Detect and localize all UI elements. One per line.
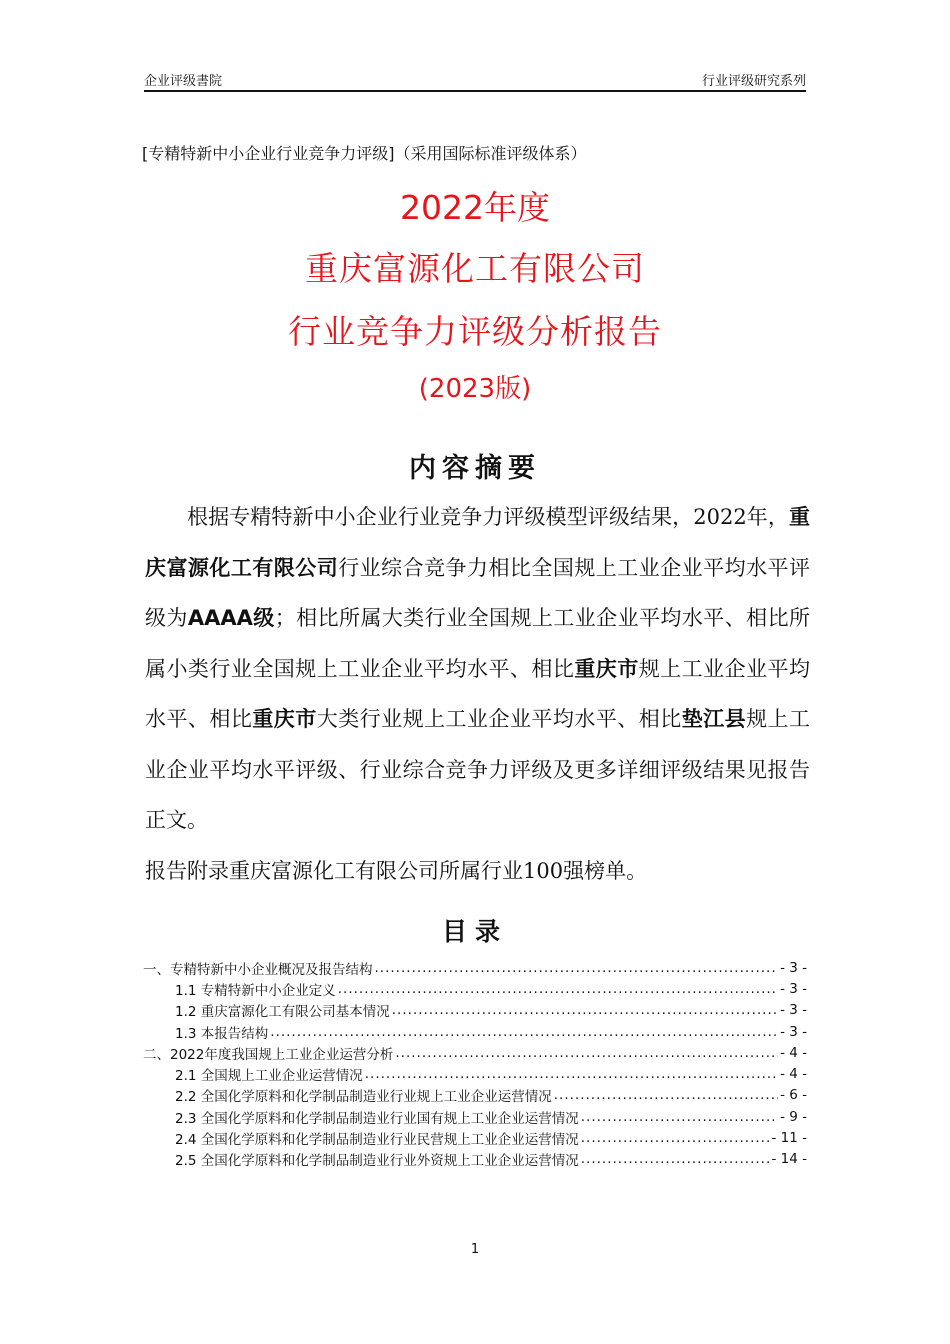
toc-entry-label: 2.4 全国化学原料和化学制品制造业行业民营规上工业企业运营情况 xyxy=(175,1132,579,1149)
toc-leader-dots xyxy=(554,1087,778,1103)
abstract-text: 规上工业企业平均水平评级、行业综合竞争力评级及更多详细评级结果见报告正文。 xyxy=(145,707,811,832)
title-year: 2022年度 xyxy=(400,188,550,227)
abstract-text: 规上工业企业平均水平、相比 xyxy=(145,656,811,731)
toc-leader-dots xyxy=(581,1130,770,1146)
abstract-text: 行业综合竞争力相比全国规上工业企业平均水平评级为 xyxy=(145,555,811,630)
toc-entry-page: - 3 - xyxy=(780,959,807,976)
toc-entry-page: - 3 - xyxy=(780,1023,807,1040)
table-of-contents xyxy=(143,957,807,1170)
toc-heading: 目录 xyxy=(441,917,508,946)
abstract-text: 根据专精特新中小企业行业竞争力评级模型评级结果，2022年， xyxy=(187,505,789,529)
page-number: 1 xyxy=(470,1242,480,1257)
abstract-paragraph xyxy=(145,492,810,846)
toc-leader-dots xyxy=(270,1024,778,1040)
page-header xyxy=(144,68,806,92)
abstract-highlight: 重庆市 xyxy=(252,707,317,731)
header-publisher: 企业评级書院 xyxy=(144,74,223,89)
toc-entry-page: - 3 - xyxy=(780,980,807,997)
toc-entry[interactable] xyxy=(143,1063,807,1084)
toc-entry-page: - 14 - xyxy=(771,1151,807,1168)
toc-leader-dots xyxy=(338,981,778,997)
abstract-highlight: AAAA级 xyxy=(187,606,275,630)
title-report: 行业竞争力评级分析报告 xyxy=(288,312,662,351)
toc-entry[interactable] xyxy=(143,1085,807,1106)
toc-entry[interactable] xyxy=(143,957,807,978)
toc-leader-dots xyxy=(581,1109,778,1125)
toc-leader-dots xyxy=(365,1066,778,1082)
toc-entry[interactable] xyxy=(143,1106,807,1127)
abstract-body xyxy=(145,492,810,896)
series-line: [专精特新中小企业行业竞争力评级]（采用国际标准评级体系） xyxy=(142,144,587,163)
toc-entry-page: - 4 - xyxy=(780,1066,807,1083)
abstract-appendix-note: 报告附录重庆富源化工有限公司所属行业100强榜单。 xyxy=(145,858,648,883)
toc-entry[interactable] xyxy=(143,1000,807,1021)
abstract-text: ；相比所属大类行业全国规上工业企业平均水平、相比所属小类行业全国规上工业企业平均水平、相比 xyxy=(145,606,811,681)
abstract-highlight: 重庆市 xyxy=(574,656,639,681)
toc-entry-label: 1.1 专精特新中小企业定义 xyxy=(175,982,336,999)
title-edition: (2023版) xyxy=(418,374,532,404)
abstract-highlight: 垫江县 xyxy=(681,707,747,731)
toc-entry-page: - 11 - xyxy=(771,1130,807,1147)
toc-entry-label: 1.3 本报告结构 xyxy=(175,1025,269,1042)
toc-entry-page: - 3 - xyxy=(780,1002,807,1019)
abstract-heading: 内容摘要 xyxy=(409,453,541,484)
toc-entry-page: - 9 - xyxy=(780,1108,807,1125)
toc-entry-label: 2.3 全国化学原料和化学制品制造业行业国有规上工业企业运营情况 xyxy=(175,1110,579,1127)
header-series: 行业评级研究系列 xyxy=(701,74,806,89)
abstract-text: 大类行业规上工业企业平均水平、相比 xyxy=(316,707,682,731)
toc-leader-dots xyxy=(395,1045,778,1061)
toc-entry-label: 2.1 全国规上工业企业运营情况 xyxy=(175,1068,363,1085)
toc-leader-dots xyxy=(392,1002,778,1018)
abstract-highlight: 重庆富源化工有限公司 xyxy=(145,505,810,580)
title-company: 重庆富源化工有限公司 xyxy=(305,249,645,288)
toc-entry-label: 一、专精特新中小企业概况及报告结构 xyxy=(143,961,373,978)
toc-entry[interactable] xyxy=(143,1042,807,1063)
toc-entry-label: 二、2022年度我国规上工业企业运营分析 xyxy=(143,1046,394,1063)
toc-entry[interactable] xyxy=(143,1149,807,1170)
toc-entry-label: 2.2 全国化学原料和化学制品制造业行业规上工业企业运营情况 xyxy=(175,1089,552,1106)
toc-entry-page: - 6 - xyxy=(780,1087,807,1104)
toc-entry-page: - 4 - xyxy=(780,1044,807,1061)
toc-entry[interactable] xyxy=(143,978,807,999)
toc-entry-label: 1.2 重庆富源化工有限公司基本情况 xyxy=(175,1004,390,1021)
toc-entry-label: 2.5 全国化学原料和化学制品制造业行业外资规上工业企业运营情况 xyxy=(175,1153,579,1170)
toc-leader-dots xyxy=(581,1151,770,1167)
toc-entry[interactable] xyxy=(143,1021,807,1042)
toc-leader-dots xyxy=(375,960,779,976)
toc-entry[interactable] xyxy=(143,1127,807,1148)
